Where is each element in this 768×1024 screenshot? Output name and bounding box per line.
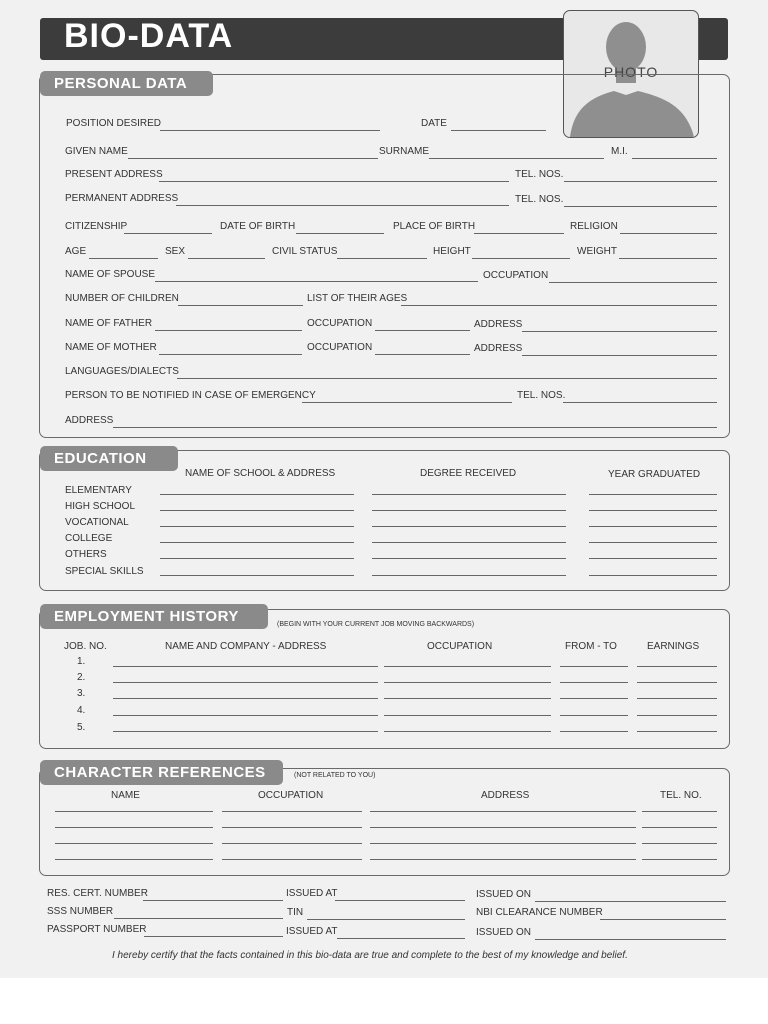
res-cert-issued-on-field[interactable] [535,901,726,902]
languages-field[interactable] [177,378,717,379]
job-number: 1. [77,656,86,667]
res-cert-issued-on-label: ISSUED ON [476,889,532,900]
age-field[interactable] [89,258,158,259]
year-field[interactable] [589,494,717,495]
children-label: NUMBER OF CHILDREN [65,293,179,304]
school-field[interactable] [160,494,354,495]
earnings-field[interactable] [637,682,717,683]
occupation-field[interactable] [384,698,551,699]
occupation-field[interactable] [384,682,551,683]
passport-label: PASSPORT NUMBER [47,924,147,935]
year-field[interactable] [589,575,717,576]
permanent-tel-field[interactable] [564,206,717,207]
ref-address-header: ADDRESS [481,790,530,801]
ref-tel-field[interactable] [642,811,717,812]
father-occupation-label: OCCUPATION [307,318,373,329]
school-field[interactable] [160,510,354,511]
occupation-field[interactable] [384,715,551,716]
surname-label: SURNAME [379,146,430,157]
res-cert-field[interactable] [143,900,283,901]
passport-issued-at-field[interactable] [337,938,465,939]
children-ages-field[interactable] [401,305,717,306]
job-number: 3. [77,688,86,699]
religion-field[interactable] [620,233,717,234]
from-to-field[interactable] [560,698,628,699]
mother-label: NAME OF MOTHER [65,342,157,353]
degree-field[interactable] [372,510,566,511]
photo-label: PHOTO [603,64,659,80]
father-address-label: ADDRESS [474,319,523,330]
permanent-address-field[interactable] [176,205,509,206]
mother-field[interactable] [159,354,302,355]
earnings-field[interactable] [637,715,717,716]
company-field[interactable] [113,682,378,683]
height-field[interactable] [472,258,570,259]
company-field[interactable] [113,731,378,732]
education-level-label: HIGH SCHOOL [65,501,136,512]
page-title: BIO-DATA [64,17,234,55]
year-field[interactable] [589,526,717,527]
occupation-field[interactable] [384,666,551,667]
mi-label: M.I. [611,146,628,157]
ref-occupation-header: OCCUPATION [258,790,324,801]
age-label: AGE [65,246,87,257]
ref-occupation-field[interactable] [222,811,362,812]
date-of-birth-label: DATE OF BIRTH [220,221,296,232]
references-tab: CHARACTER REFERENCES [40,760,283,785]
ref-address-field[interactable] [370,827,636,828]
ref-tel-field[interactable] [642,827,717,828]
school-field[interactable] [160,542,354,543]
date-label: DATE [421,118,447,129]
school-field[interactable] [160,558,354,559]
father-label: NAME OF FATHER [65,318,153,329]
present-tel-field[interactable] [564,181,717,182]
ref-tel-field[interactable] [642,859,717,860]
spouse-occupation-field[interactable] [549,282,717,283]
earnings-field[interactable] [637,666,717,667]
tin-field[interactable] [307,919,465,920]
education-tab: EDUCATION [40,446,178,471]
from-to-field[interactable] [560,715,628,716]
emergency-address-label: ADDRESS [65,415,114,426]
res-cert-issued-at-label: ISSUED AT [286,888,338,899]
father-field[interactable] [155,330,302,331]
permanent-tel-label: TEL. NOS. [515,194,564,205]
tin-label: TIN [287,907,304,918]
from-to-field[interactable] [560,731,628,732]
surname-field[interactable] [429,158,604,159]
references-note: (NOT RELATED TO YOU) [294,772,376,779]
ref-occupation-field[interactable] [222,843,362,844]
res-cert-issued-at-field[interactable] [335,900,465,901]
degree-field[interactable] [372,575,566,576]
languages-label: LANGUAGES/DIALECTS [65,366,179,377]
from-to-field[interactable] [560,666,628,667]
position-desired-label: POSITION DESIRED [66,118,162,129]
sex-label: SEX [165,246,186,257]
education-level-label: COLLEGE [65,533,113,544]
earnings-field[interactable] [637,731,717,732]
position-desired-field[interactable] [160,130,380,131]
from-to-field[interactable] [560,682,628,683]
ref-address-field[interactable] [370,859,636,860]
ref-name-field[interactable] [55,827,213,828]
year-field[interactable] [589,542,717,543]
nbi-label: NBI CLEARANCE NUMBER [476,907,603,918]
year-field[interactable] [589,558,717,559]
from-to-header: FROM - TO [565,641,617,652]
job-number: 4. [77,705,86,716]
employment-box [39,609,730,749]
company-field[interactable] [113,666,378,667]
citizenship-label: CITIZENSHIP [65,221,128,232]
school-field[interactable] [160,526,354,527]
ref-tel-field[interactable] [642,843,717,844]
ref-name-field[interactable] [55,859,213,860]
earnings-field[interactable] [637,698,717,699]
civil-status-label: CIVIL STATUS [272,246,338,257]
occupation-field[interactable] [384,731,551,732]
present-address-label: PRESENT ADDRESS [65,169,163,180]
mother-address-field[interactable] [522,355,717,356]
passport-issued-at-label: ISSUED AT [286,926,338,937]
date-of-birth-field[interactable] [296,233,384,234]
mother-address-label: ADDRESS [474,343,523,354]
religion-label: RELIGION [570,221,618,232]
emergency-person-field[interactable] [302,402,512,403]
date-field[interactable] [451,130,546,131]
father-occupation-field[interactable] [375,330,470,331]
degree-field[interactable] [372,558,566,559]
passport-issued-on-label: ISSUED ON [476,927,532,938]
year-field[interactable] [589,510,717,511]
ref-occupation-field[interactable] [222,827,362,828]
earnings-header: EARNINGS [647,641,700,652]
ref-name-header: NAME [111,790,140,801]
res-cert-label: RES. CERT. NUMBER [47,888,148,899]
personal-data-tab: PERSONAL DATA [40,71,213,96]
permanent-address-label: PERMANENT ADDRESS [65,193,179,204]
father-address-field[interactable] [522,331,717,332]
employment-tab: EMPLOYMENT HISTORY [40,604,268,629]
weight-label: WEIGHT [577,246,617,257]
school-field[interactable] [160,575,354,576]
year-header: YEAR GRADUATED [608,469,701,480]
job-number: 5. [77,722,86,733]
passport-issued-on-field[interactable] [535,939,726,940]
weight-field[interactable] [619,258,717,259]
spouse-occupation-label: OCCUPATION [483,270,549,281]
mi-field[interactable] [632,158,717,159]
present-tel-label: TEL. NOS. [515,169,564,180]
place-of-birth-label: PLACE OF BIRTH [393,221,476,232]
company-field[interactable] [113,698,378,699]
passport-field[interactable] [144,936,283,937]
education-level-label: ELEMENTARY [65,485,132,496]
emergency-address-field[interactable] [113,427,717,428]
sss-label: SSS NUMBER [47,906,114,917]
degree-field[interactable] [372,542,566,543]
ref-name-field[interactable] [55,843,213,844]
emergency-person-label: PERSON TO BE NOTIFIED IN CASE OF EMERGENCY [65,390,316,401]
certification-statement: I hereby certify that the facts contained in this bio-data are true and complete to the best of my knowledge and belief. [112,950,628,961]
nbi-field[interactable] [600,919,726,920]
degree-field[interactable] [372,494,566,495]
education-level-label: VOCATIONAL [65,517,129,528]
place-of-birth-field[interactable] [474,233,564,234]
company-field[interactable] [113,715,378,716]
school-header: NAME OF SCHOOL & ADDRESS [185,468,336,479]
sss-field[interactable] [114,918,283,919]
emergency-tel-field[interactable] [563,402,717,403]
ref-name-field[interactable] [55,811,213,812]
occupation-header: OCCUPATION [427,641,493,652]
children-field[interactable] [178,305,303,306]
education-level-label: OTHERS [65,549,107,560]
citizenship-field[interactable] [124,233,212,234]
children-ages-label: LIST OF THEIR AGES [307,293,408,304]
degree-field[interactable] [372,526,566,527]
ref-tel-header: TEL. NO. [660,790,702,801]
mother-occupation-label: OCCUPATION [307,342,373,353]
ref-occupation-field[interactable] [222,859,362,860]
civil-status-field[interactable] [337,258,427,259]
present-address-field[interactable] [159,181,509,182]
job-number: 2. [77,672,86,683]
sex-field[interactable] [188,258,265,259]
emergency-tel-label: TEL. NOS. [517,390,566,401]
height-label: HEIGHT [433,246,471,257]
company-header: NAME AND COMPANY - ADDRESS [165,641,327,652]
spouse-label: NAME OF SPOUSE [65,269,156,280]
ref-address-field[interactable] [370,811,636,812]
education-level-label: SPECIAL SKILLS [65,566,144,577]
spouse-field[interactable] [155,281,478,282]
given-name-label: GIVEN NAME [65,146,128,157]
ref-address-field[interactable] [370,843,636,844]
degree-header: DEGREE RECEIVED [420,468,517,479]
mother-occupation-field[interactable] [375,354,470,355]
employment-note: (BEGIN WITH YOUR CURRENT JOB MOVING BACKWARDS) [277,621,475,628]
job-no-header: JOB. NO. [64,641,107,652]
given-name-field[interactable] [128,158,378,159]
